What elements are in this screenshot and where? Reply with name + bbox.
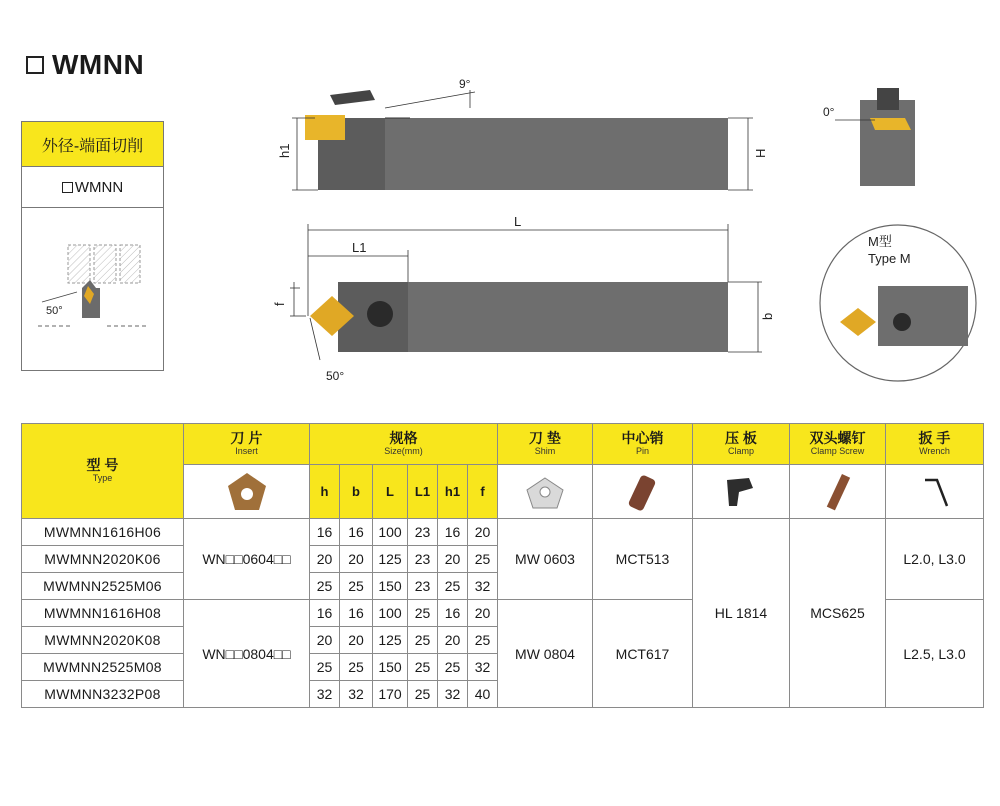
size-cell-f: 32 — [468, 654, 498, 681]
size-cell-l1: 23 — [408, 546, 438, 573]
size-cell-b: 16 — [340, 519, 373, 546]
pin-icon — [593, 465, 693, 519]
tool-top-view — [275, 70, 768, 200]
size-cell-h: 16 — [310, 600, 340, 627]
size-col-L1: L1 — [408, 465, 438, 519]
dim-f: f — [272, 302, 287, 306]
dim-h1: h1 — [277, 143, 292, 158]
pin-cell: MCT513 — [593, 519, 693, 600]
col-screw: 双头螺钉 Clamp Screw — [790, 424, 886, 465]
size-col-h: h — [310, 465, 340, 519]
insert-cell: WN□□0604□□ — [184, 519, 310, 600]
size-cell-f: 25 — [468, 546, 498, 573]
angle-side: 0° — [823, 105, 835, 119]
size-cell-h1: 20 — [438, 546, 468, 573]
col-size: 规格 Size(mm) — [310, 424, 498, 465]
size-cell-h: 32 — [310, 681, 340, 708]
size-cell-b: 20 — [340, 546, 373, 573]
size-cell-f: 25 — [468, 627, 498, 654]
col-pin: 中心销 Pin — [593, 424, 693, 465]
size-cell-l1: 25 — [408, 654, 438, 681]
size-cell-h: 25 — [310, 573, 340, 600]
type-cell: MWMNN1616H08 — [22, 600, 184, 627]
type-m-en: Type M — [868, 251, 911, 266]
size-cell-l: 125 — [373, 627, 408, 654]
angle-top: 9° — [459, 77, 471, 91]
size-cell-l: 150 — [373, 654, 408, 681]
pin-cell: MCT617 — [593, 600, 693, 708]
size-cell-b: 25 — [340, 654, 373, 681]
size-cell-h: 20 — [310, 627, 340, 654]
size-cell-h1: 16 — [438, 600, 468, 627]
side-card-type-label: WMNN — [74, 178, 124, 196]
size-cell-l1: 25 — [408, 627, 438, 654]
shim-cell: MW 0804 — [498, 600, 593, 708]
tool-side-view — [815, 80, 925, 190]
size-cell-l: 100 — [373, 600, 408, 627]
side-angle-label: 50° — [46, 305, 63, 317]
col-type: 型 号 Type — [22, 424, 184, 519]
type-cell: MWMNN2525M08 — [22, 654, 184, 681]
table-row — [22, 519, 984, 546]
cutting-diagram — [22, 208, 163, 372]
tool-plan-view — [270, 210, 780, 385]
dim-L1: L1 — [352, 240, 367, 255]
screw-cell: MCS625 — [790, 519, 886, 708]
size-cell-h1: 32 — [438, 681, 468, 708]
size-cell-l1: 23 — [408, 573, 438, 600]
size-cell-l1: 23 — [408, 519, 438, 546]
screw-icon — [790, 465, 886, 519]
dim-H: H — [753, 148, 768, 158]
col-shim: 刀 垫 Shim — [498, 424, 593, 465]
type-cell: MWMNN2020K06 — [22, 546, 184, 573]
page-title: WMNN — [52, 49, 145, 80]
size-cell-l1: 25 — [408, 600, 438, 627]
checkbox-icon — [62, 182, 73, 193]
spec-table — [21, 423, 984, 708]
type-cell: MWMNN2525M06 — [22, 573, 184, 600]
side-card-type — [22, 167, 163, 208]
type-cell: MWMNN3232P08 — [22, 681, 184, 708]
size-cell-h1: 16 — [438, 519, 468, 546]
size-cell-f: 20 — [468, 519, 498, 546]
wrench-cell: L2.0, L3.0 — [886, 519, 984, 600]
size-cell-l1: 25 — [408, 681, 438, 708]
angle-bottom: 50° — [326, 369, 345, 383]
clamp-cell: HL 1814 — [693, 519, 790, 708]
size-cell-b: 20 — [340, 627, 373, 654]
size-cell-l: 100 — [373, 519, 408, 546]
dim-L: L — [514, 214, 522, 229]
insert-cell: WN□□0804□□ — [184, 600, 310, 708]
side-card-header: 外径-端面切削 — [22, 122, 163, 167]
size-col-h1: h1 — [438, 465, 468, 519]
size-cell-f: 20 — [468, 600, 498, 627]
wrench-cell: L2.5, L3.0 — [886, 600, 984, 708]
size-cell-h: 20 — [310, 546, 340, 573]
size-cell-l: 170 — [373, 681, 408, 708]
dim-b: b — [760, 312, 775, 320]
size-col-L: L — [373, 465, 408, 519]
size-cell-h1: 25 — [438, 573, 468, 600]
size-cell-h1: 25 — [438, 654, 468, 681]
clamp-icon — [693, 465, 790, 519]
type-cell: MWMNN2020K08 — [22, 627, 184, 654]
wrench-icon — [886, 465, 984, 519]
title-checkbox-icon — [26, 56, 44, 74]
size-cell-h: 25 — [310, 654, 340, 681]
size-cell-b: 16 — [340, 600, 373, 627]
size-cell-h1: 20 — [438, 627, 468, 654]
size-cell-f: 40 — [468, 681, 498, 708]
size-col-b: b — [340, 465, 373, 519]
shim-cell: MW 0603 — [498, 519, 593, 600]
side-card — [21, 121, 164, 371]
col-clamp: 压 板 Clamp — [693, 424, 790, 465]
size-cell-h: 16 — [310, 519, 340, 546]
type-cell: MWMNN1616H06 — [22, 519, 184, 546]
size-col-f: f — [468, 465, 498, 519]
insert-icon — [184, 465, 310, 519]
size-cell-b: 25 — [340, 573, 373, 600]
size-cell-l: 125 — [373, 546, 408, 573]
spec-rows — [22, 519, 984, 708]
type-m-cn: M型 — [868, 234, 892, 249]
size-cell-l: 150 — [373, 573, 408, 600]
shim-icon — [498, 465, 593, 519]
size-cell-b: 32 — [340, 681, 373, 708]
type-m-detail — [818, 218, 978, 388]
col-wrench: 扳 手 Wrench — [886, 424, 984, 465]
col-insert: 刀 片 Insert — [184, 424, 310, 465]
size-cell-f: 32 — [468, 573, 498, 600]
